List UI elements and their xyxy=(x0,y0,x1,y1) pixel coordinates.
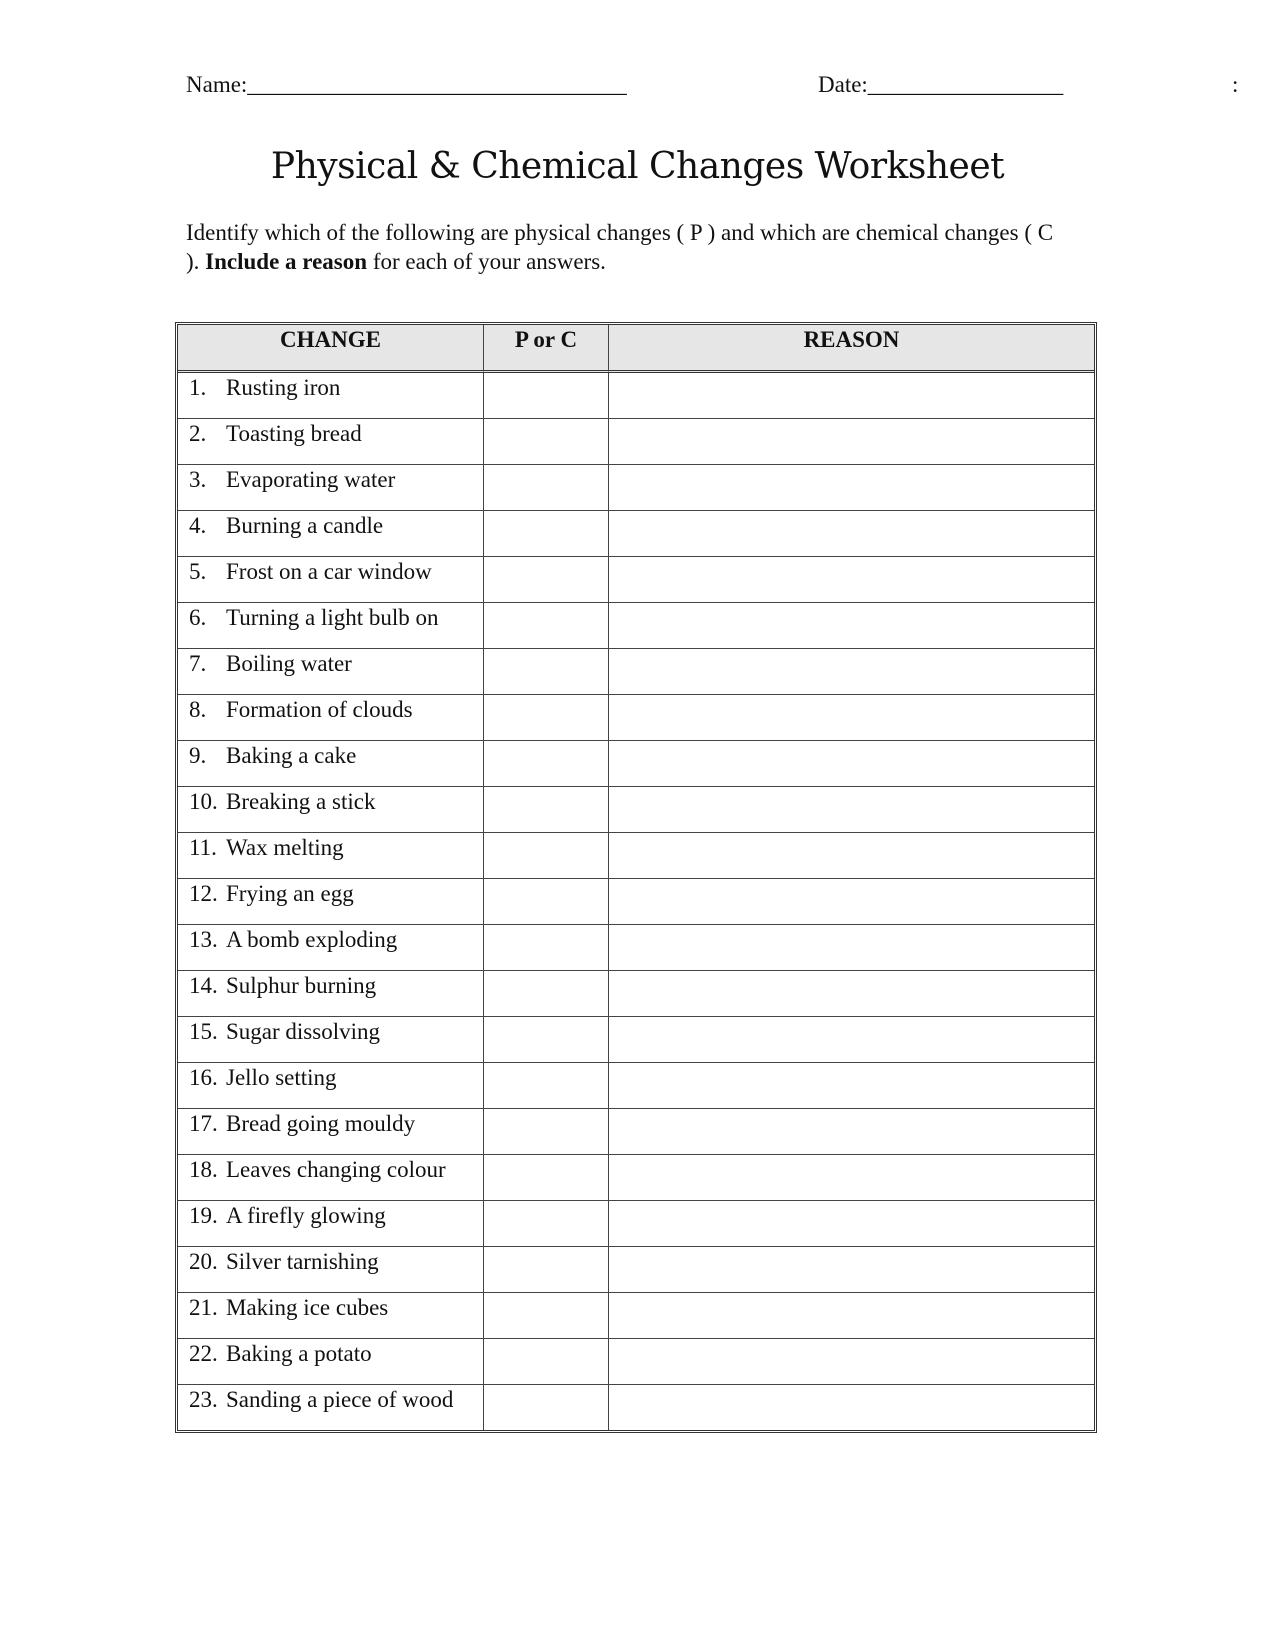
p-or-c-answer-cell[interactable] xyxy=(484,833,609,879)
table-row xyxy=(178,1155,1094,1201)
change-text: Frying an egg xyxy=(226,881,354,906)
reason-answer-cell[interactable] xyxy=(609,1155,1094,1201)
row-number: 20. xyxy=(189,1249,218,1274)
change-text: Toasting bread xyxy=(226,421,362,446)
row-number: 11. xyxy=(189,835,217,860)
table-header-row xyxy=(178,325,1094,373)
reason-answer-cell[interactable] xyxy=(609,1339,1094,1385)
reason-answer-cell[interactable] xyxy=(609,833,1094,879)
table-row xyxy=(178,419,1094,465)
instructions xyxy=(186,218,1066,276)
p-or-c-answer-cell[interactable] xyxy=(484,1063,609,1109)
change-cell xyxy=(178,373,484,419)
p-or-c-answer-cell[interactable] xyxy=(484,695,609,741)
change-text: Rusting iron xyxy=(226,375,341,400)
p-or-c-answer-cell[interactable] xyxy=(484,1293,609,1339)
change-text: Turning a light bulb on xyxy=(226,605,439,630)
change-text: Evaporating water xyxy=(226,467,396,492)
reason-answer-cell[interactable] xyxy=(609,1017,1094,1063)
row-number: 9. xyxy=(189,743,207,768)
reason-answer-cell[interactable] xyxy=(609,741,1094,787)
change-text: Breaking a stick xyxy=(226,789,376,814)
table-row xyxy=(178,787,1094,833)
change-cell xyxy=(178,649,484,695)
change-text: Sanding a piece of wood xyxy=(226,1387,454,1412)
change-text: Leaves changing colour xyxy=(226,1157,446,1182)
row-number: 15. xyxy=(189,1019,218,1044)
date-field[interactable]: Date:_________________ xyxy=(818,72,1064,97)
table-row xyxy=(178,695,1094,741)
table-row xyxy=(178,373,1094,419)
change-text: Making ice cubes xyxy=(226,1295,389,1320)
change-text: Silver tarnishing xyxy=(226,1249,379,1274)
change-text: Burning a candle xyxy=(226,513,384,538)
table-row xyxy=(178,741,1094,787)
change-cell xyxy=(178,1293,484,1339)
change-cell xyxy=(178,557,484,603)
table-row xyxy=(178,1339,1094,1385)
reason-answer-cell[interactable] xyxy=(609,1201,1094,1247)
table-row xyxy=(178,925,1094,971)
p-or-c-answer-cell[interactable] xyxy=(484,1339,609,1385)
reason-answer-cell[interactable] xyxy=(609,557,1094,603)
change-cell xyxy=(178,1385,484,1430)
change-text: Sulphur burning xyxy=(226,973,377,998)
table-row xyxy=(178,1017,1094,1063)
change-cell xyxy=(178,1063,484,1109)
reason-answer-cell[interactable] xyxy=(609,925,1094,971)
change-text: Formation of clouds xyxy=(226,697,413,722)
change-cell xyxy=(178,695,484,741)
row-number: 1. xyxy=(189,375,207,400)
name-field[interactable]: Name:_________________________________ xyxy=(186,72,627,97)
row-number: 4. xyxy=(189,513,207,538)
table-row xyxy=(178,465,1094,511)
reason-answer-cell[interactable] xyxy=(609,879,1094,925)
p-or-c-answer-cell[interactable] xyxy=(484,1385,609,1430)
reason-answer-cell[interactable] xyxy=(609,1293,1094,1339)
change-cell xyxy=(178,1109,484,1155)
row-number: 2. xyxy=(189,421,207,446)
page-title: Physical & Chemical Changes Worksheet xyxy=(270,146,1005,187)
change-cell xyxy=(178,787,484,833)
corner-mark: : xyxy=(1232,72,1239,97)
p-or-c-answer-cell[interactable] xyxy=(484,971,609,1017)
change-text: Baking a potato xyxy=(226,1341,372,1366)
change-text: Jello setting xyxy=(226,1065,337,1090)
change-cell xyxy=(178,741,484,787)
change-cell xyxy=(178,1017,484,1063)
p-or-c-answer-cell[interactable] xyxy=(484,603,609,649)
table-row xyxy=(178,1385,1094,1430)
change-cell xyxy=(178,1247,484,1293)
p-or-c-answer-cell[interactable] xyxy=(484,465,609,511)
p-or-c-answer-cell[interactable] xyxy=(484,1109,609,1155)
reason-answer-cell[interactable] xyxy=(609,373,1094,419)
reason-answer-cell[interactable] xyxy=(609,419,1094,465)
reason-answer-cell[interactable] xyxy=(609,603,1094,649)
p-or-c-answer-cell[interactable] xyxy=(484,925,609,971)
table-row xyxy=(178,511,1094,557)
table-row xyxy=(178,833,1094,879)
p-or-c-answer-cell[interactable] xyxy=(484,1155,609,1201)
row-number: 3. xyxy=(189,467,207,492)
p-or-c-answer-cell[interactable] xyxy=(484,741,609,787)
p-or-c-answer-cell[interactable] xyxy=(484,787,609,833)
table-row xyxy=(178,971,1094,1017)
row-number: 18. xyxy=(189,1157,218,1182)
change-text: Baking a cake xyxy=(226,743,357,768)
table-row xyxy=(178,1247,1094,1293)
reason-answer-cell[interactable] xyxy=(609,1247,1094,1293)
change-cell xyxy=(178,465,484,511)
change-cell xyxy=(178,1201,484,1247)
reason-answer-cell[interactable] xyxy=(609,695,1094,741)
table-row xyxy=(178,879,1094,925)
row-number: 6. xyxy=(189,605,207,630)
reason-answer-cell[interactable] xyxy=(609,971,1094,1017)
row-number: 5. xyxy=(189,559,207,584)
row-number: 21. xyxy=(189,1295,218,1320)
change-cell xyxy=(178,603,484,649)
change-text: Boiling water xyxy=(226,651,352,676)
table-row xyxy=(178,649,1094,695)
instructions-text-end: for each of your answers. xyxy=(367,249,606,274)
p-or-c-answer-cell[interactable] xyxy=(484,373,609,419)
p-or-c-answer-cell[interactable] xyxy=(484,1247,609,1293)
row-number: 19. xyxy=(189,1203,218,1228)
row-number: 14. xyxy=(189,973,218,998)
instructions-text: Identify which of the following are physical changes ( P ) and which are chemical changes ( C ). xyxy=(186,220,1054,274)
table-body xyxy=(178,373,1094,1430)
reason-answer-cell[interactable] xyxy=(609,787,1094,833)
table-row xyxy=(178,557,1094,603)
change-text: A firefly glowing xyxy=(226,1203,386,1228)
row-number: 17. xyxy=(189,1111,218,1136)
reason-answer-cell[interactable] xyxy=(609,511,1094,557)
p-or-c-answer-cell[interactable] xyxy=(484,511,609,557)
row-number: 23. xyxy=(189,1387,218,1412)
column-header-p-or-c: P or C xyxy=(484,325,609,373)
instructions-emphasis: Include a reason xyxy=(205,249,368,274)
change-text: Wax melting xyxy=(226,835,344,860)
change-cell xyxy=(178,1339,484,1385)
reason-answer-cell[interactable] xyxy=(609,1109,1094,1155)
change-cell xyxy=(178,511,484,557)
row-number: 16. xyxy=(189,1065,218,1090)
table-row xyxy=(178,603,1094,649)
p-or-c-answer-cell[interactable] xyxy=(484,557,609,603)
column-header-change: CHANGE xyxy=(178,325,484,373)
row-number: 22. xyxy=(189,1341,218,1366)
p-or-c-answer-cell[interactable] xyxy=(484,419,609,465)
p-or-c-answer-cell[interactable] xyxy=(484,1017,609,1063)
change-text: Frost on a car window xyxy=(226,559,432,584)
table-row xyxy=(178,1293,1094,1339)
changes-table xyxy=(175,322,1097,1433)
table-row xyxy=(178,1201,1094,1247)
row-number: 8. xyxy=(189,697,207,722)
change-cell xyxy=(178,1155,484,1201)
change-cell xyxy=(178,971,484,1017)
change-cell xyxy=(178,833,484,879)
row-number: 7. xyxy=(189,651,207,676)
reason-answer-cell[interactable] xyxy=(609,649,1094,695)
column-header-reason: REASON xyxy=(609,325,1094,373)
change-cell xyxy=(178,419,484,465)
row-number: 12. xyxy=(189,881,218,906)
table-row xyxy=(178,1109,1094,1155)
change-text: Sugar dissolving xyxy=(226,1019,380,1044)
table-row xyxy=(178,1063,1094,1109)
p-or-c-answer-cell[interactable] xyxy=(484,649,609,695)
reason-answer-cell[interactable] xyxy=(609,1063,1094,1109)
change-cell xyxy=(178,879,484,925)
reason-answer-cell[interactable] xyxy=(609,1385,1094,1430)
change-text: Bread going mouldy xyxy=(226,1111,416,1136)
change-text: A bomb exploding xyxy=(226,927,398,952)
row-number: 10. xyxy=(189,789,218,814)
p-or-c-answer-cell[interactable] xyxy=(484,879,609,925)
p-or-c-answer-cell[interactable] xyxy=(484,1201,609,1247)
change-cell xyxy=(178,925,484,971)
row-number: 13. xyxy=(189,927,218,952)
reason-answer-cell[interactable] xyxy=(609,465,1094,511)
